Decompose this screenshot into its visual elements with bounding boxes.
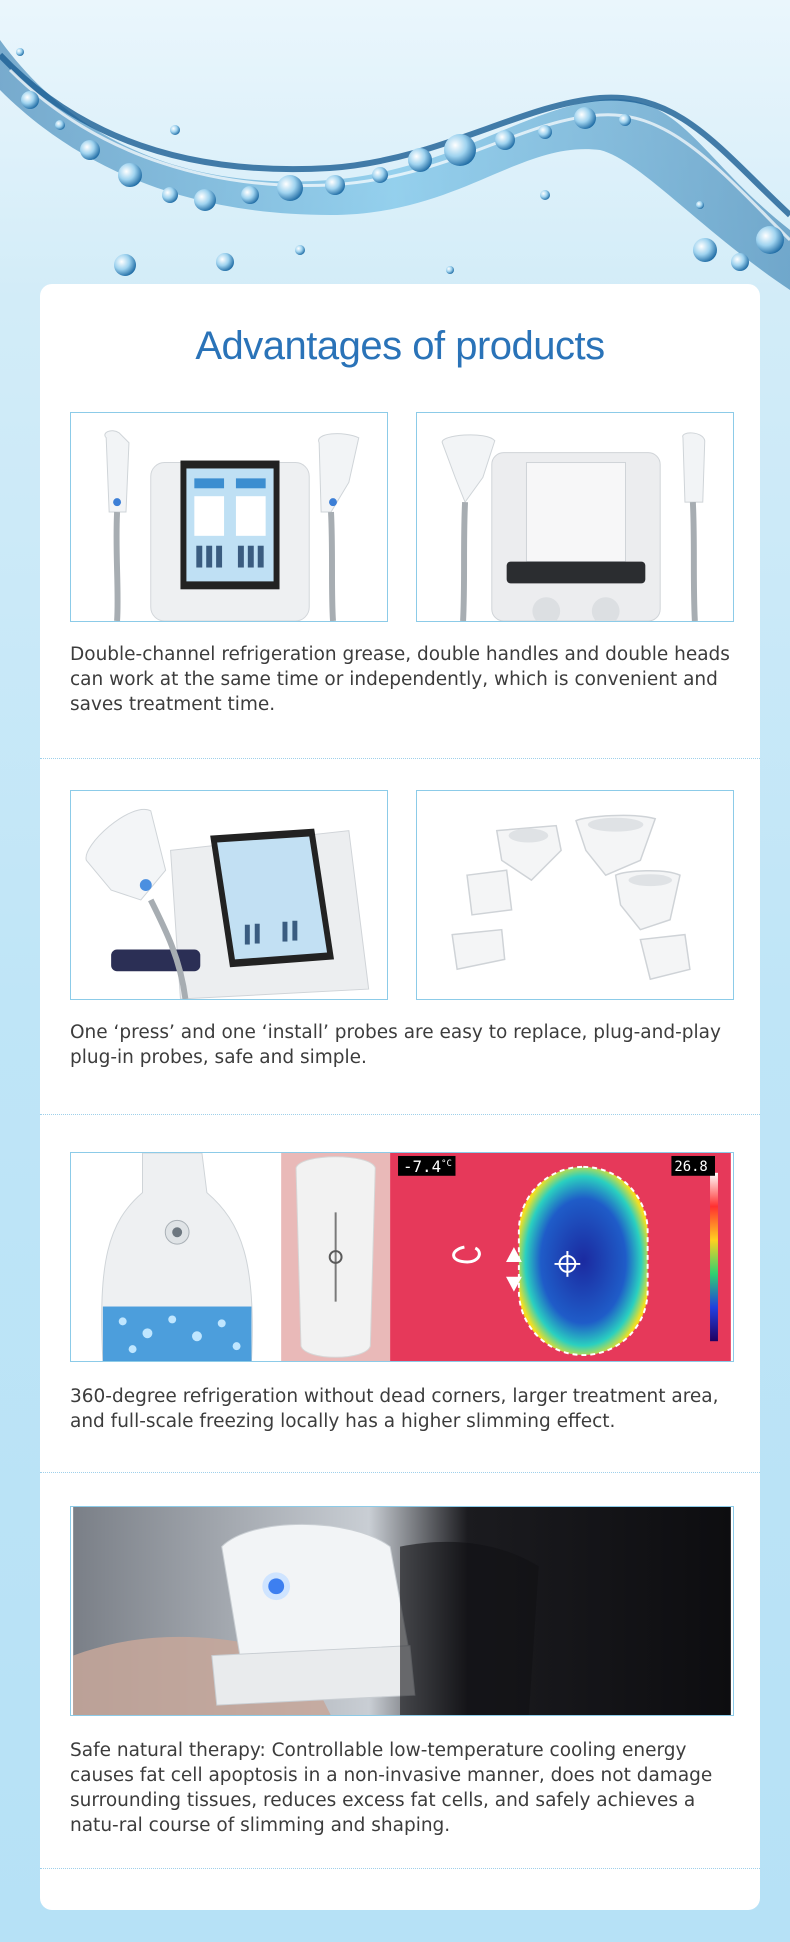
section-divider [40, 758, 760, 759]
thermal-max-temp: 26.8 [674, 1158, 708, 1175]
machine-angled-view-icon [70, 790, 388, 1000]
feature-caption: One ‘press’ and one ‘install’ probes are easy to replace, plug-and-play plug-in probes, safe and simple. [70, 1022, 721, 1068]
dual-handle-machine-front-icon [70, 412, 388, 622]
section-divider [40, 1472, 760, 1473]
thermal-min-unit: °C [441, 1158, 452, 1169]
feature-section-probes [70, 790, 734, 1090]
thermal-handpiece-composite-icon [70, 1152, 734, 1362]
section-divider [40, 1114, 760, 1115]
replaceable-probes-icon [416, 790, 734, 1000]
content-card [40, 284, 760, 1910]
feature-caption: Double-channel refrigeration grease, double handles and double heads can work at the same time or independently, which is convenient and saves treatment time. [70, 644, 730, 715]
water-splash-icon [0, 0, 790, 300]
feature-section-natural-therapy [70, 1506, 734, 1846]
dual-handle-machine-back-icon [416, 412, 734, 622]
section-divider [40, 1868, 760, 1869]
thermal-min-temp: -7.4 [402, 1156, 442, 1176]
treatment-in-use-photo-icon [70, 1506, 734, 1716]
page-title: Advantages of products [195, 324, 605, 368]
feature-caption: 360-degree refrigeration without dead corners, larger treatment area, and full-scale freezing locally has a higher slimming effect. [70, 1386, 719, 1432]
feature-section-360-cooling [70, 1152, 734, 1452]
feature-section-dual-channel [70, 412, 734, 715]
feature-caption: Safe natural therapy: Controllable low-temperature cooling energy causes fat cell apoptosis in a non-invasive manner, does not damage surrounding tissues, reduces excess fat cells, and safely achieves a natu-ral course of slimming and shaping. [70, 1740, 713, 1836]
